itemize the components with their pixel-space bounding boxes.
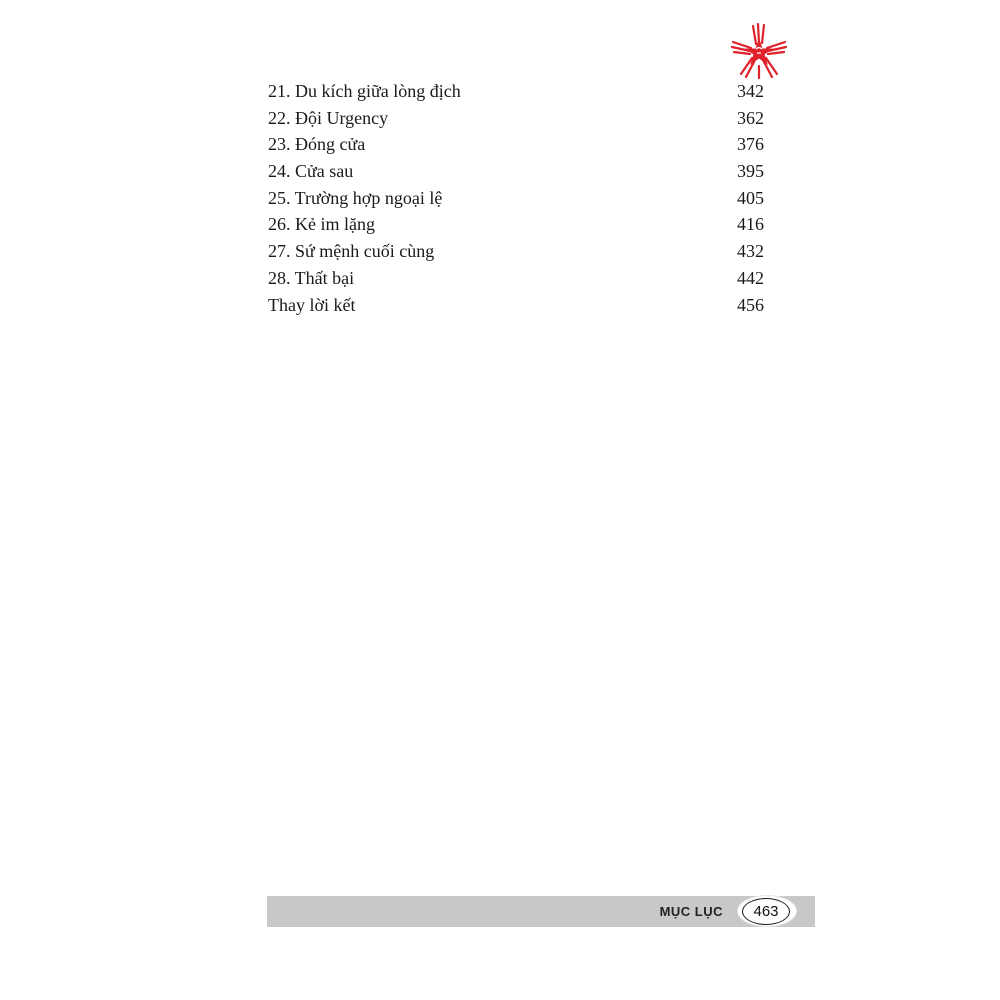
toc-entry-title: 22. Đội Urgency — [268, 107, 389, 128]
toc-entry — [268, 131, 764, 158]
toc-entry-page: 405 — [737, 187, 764, 208]
toc-entry-title: 21. Du kích giữa lòng địch — [268, 81, 461, 101]
toc-entry — [268, 292, 764, 319]
toc-entry — [268, 158, 764, 185]
red-star-emblem-icon — [729, 22, 789, 80]
toc-entry-page: 376 — [737, 134, 764, 155]
toc-entry — [268, 238, 764, 265]
toc-entry-title: 28. Thất bại — [268, 267, 355, 288]
page-number-badge: 463 — [742, 898, 790, 925]
footer-section-label: MỤC LỤC — [659, 904, 723, 919]
toc-entry-title: Thay lời kết — [268, 294, 356, 315]
toc-entry — [268, 78, 764, 105]
toc-entry-title: 25. Trường hợp ngoại lệ — [268, 187, 443, 208]
table-of-contents — [268, 78, 764, 318]
toc-entry-title: 26. Kẻ im lặng — [268, 214, 375, 235]
toc-entry-page: 395 — [737, 161, 764, 182]
toc-entry-page: 416 — [737, 214, 764, 235]
toc-entry — [268, 265, 764, 292]
toc-entry-title: 27. Sứ mệnh cuối cùng — [268, 241, 435, 262]
toc-entry-page: 456 — [737, 294, 764, 315]
toc-entry-page: 342 — [737, 81, 764, 101]
toc-entry-page: 442 — [737, 267, 764, 288]
toc-entry — [268, 105, 764, 132]
toc-entry-page: 362 — [737, 107, 764, 128]
toc-entry — [268, 211, 764, 238]
toc-entry-title: 23. Đóng cửa — [268, 134, 366, 155]
toc-entry — [268, 185, 764, 212]
toc-entry-page: 432 — [737, 241, 764, 262]
toc-entry-title: 24. Cửa sau — [268, 161, 354, 182]
page-footer — [267, 896, 815, 927]
